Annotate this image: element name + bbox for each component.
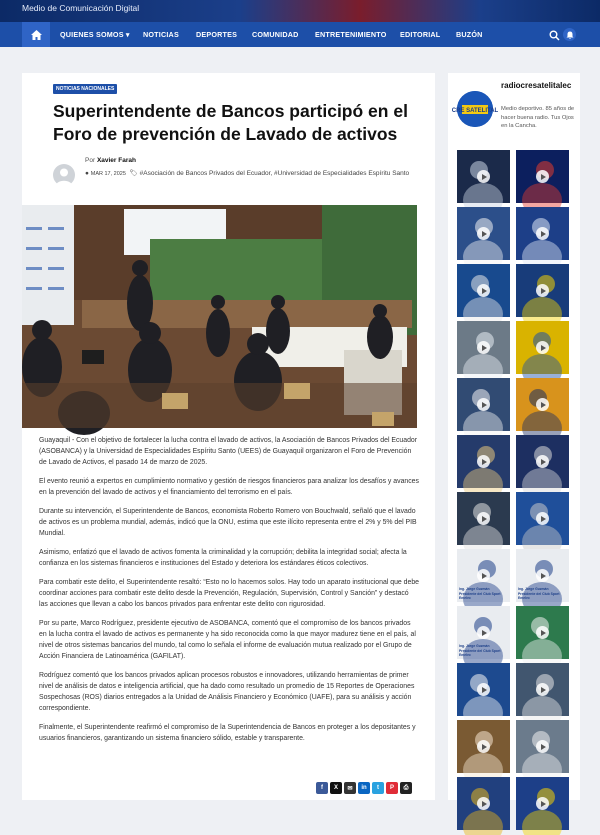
play-icon [536, 683, 549, 696]
article-title: Superintendente de Bancos participó en el Foro de prevención de Lavado de activos [53, 101, 408, 144]
tag-icon: 🏷 [129, 170, 138, 177]
logo-text: CRE SATELITAL [451, 108, 499, 114]
play-icon [477, 455, 490, 468]
post-thumbnail[interactable] [516, 435, 569, 488]
post-thumbnail[interactable] [516, 777, 569, 830]
channel-description: Medio deportivo. 85 años de hacer buena radio. Tus Ojos en la Cancha. [501, 106, 575, 129]
post-thumbnail[interactable] [457, 150, 510, 203]
email-share-button[interactable]: ✉ [344, 782, 356, 794]
nav-comunidad[interactable]: COMUNIDAD [252, 30, 299, 39]
nav-buzon[interactable]: BUZÓN [456, 30, 483, 39]
post-thumbnail[interactable] [457, 435, 510, 488]
post-thumbnail[interactable] [457, 492, 510, 545]
nav-editorial[interactable]: EDITORIAL [400, 30, 441, 39]
play-icon [536, 398, 549, 411]
post-thumbnail[interactable] [457, 264, 510, 317]
author-avatar [53, 164, 75, 186]
post-thumbnail[interactable] [516, 549, 569, 602]
article-photo [22, 205, 417, 428]
thumbnail-caption: Ing. Jorge Guzmán Presidente del Club Sport Emelec [459, 587, 501, 600]
play-icon [477, 227, 490, 240]
x-share-button[interactable]: X [330, 782, 342, 794]
post-grid [457, 150, 571, 830]
play-icon [536, 341, 549, 354]
byline [85, 157, 136, 164]
article-body [39, 435, 419, 752]
facebook-share-button[interactable]: f [316, 782, 328, 794]
play-icon [477, 398, 490, 411]
paragraph: Rodríguez comentó que los bancos privados aplican procesos robustos e innovadores, utilizando herramientas de primer nivel de análisis de datos e inteligencia artificial, que ha dado como resultado un promedio de 15 Reportes de Operaciones Sospechosas (ROS) diarios entregados a la Unidad de Análisis Financiero y Económico (UAFE), para su análisis y acción correspondiente. [39, 672, 415, 712]
play-icon [477, 797, 490, 810]
channel-logo[interactable] [451, 91, 499, 127]
nav-deportes[interactable]: DEPORTES [196, 30, 238, 39]
post-thumbnail[interactable] [516, 150, 569, 203]
paragraph: Finalmente, el Superintendente reafirmó el compromiso de la Superintendencia de Bancos en proteger a los depositantes y usuarios financieros, garantizando un sistema financiero sólido, estable y transparente. [39, 724, 416, 742]
play-icon [477, 683, 490, 696]
notification-bell-button[interactable] [563, 28, 576, 41]
publish-date: MAR 17, 2025 [90, 171, 126, 177]
post-thumbnail[interactable] [516, 321, 569, 374]
play-icon [477, 512, 490, 525]
play-icon [536, 740, 549, 753]
paragraph: Asimismo, enfatizó que el lavado de activos fomenta la criminalidad y la corrupción; debilita la integridad social; afecta la confianza en los sistemas financieros e instituciones del Estado y deteriora los estándares éticos colectivos. [39, 549, 407, 567]
nav-entretenimiento[interactable]: ENTRETENIMIENTO [315, 30, 387, 39]
home-button[interactable] [22, 22, 50, 47]
play-icon [536, 797, 549, 810]
author-link[interactable]: Xavier Farah [96, 157, 136, 164]
channel-name[interactable]: radiocresatelitalec [501, 81, 572, 90]
instagram-sidebar [448, 73, 580, 800]
article-tags[interactable]: #Asociación de Bancos Privados del Ecuador, #Universidad de Especialidades Espíritu Santo [139, 170, 410, 177]
pinterest-share-button[interactable]: P [386, 782, 398, 794]
share-bar [316, 782, 412, 794]
play-icon [536, 569, 549, 582]
post-thumbnail[interactable] [516, 492, 569, 545]
post-thumbnail[interactable] [457, 777, 510, 830]
print-button[interactable]: ⎙ [400, 782, 412, 794]
post-thumbnail[interactable] [457, 720, 510, 773]
linkedin-share-button[interactable]: in [358, 782, 370, 794]
paragraph: Para combatir este delito, el Superintendente resaltó: “Esto no lo hacemos solos. Hay todo un aparato institucional que debe coordinar acciones para combatir este delito desde la Prevención, Regulación, Supervisión, Control y Sanción” y destacó las acciones que llevan a cabo los bancos privados para enfrentar este delito con rigurosidad. [39, 579, 419, 608]
post-thumbnail[interactable] [516, 606, 569, 659]
site-tagline: Medio de Comunicación Digital [22, 3, 140, 13]
clock-icon: ● [85, 170, 89, 177]
play-icon [536, 227, 549, 240]
play-icon [536, 284, 549, 297]
play-icon [477, 170, 490, 183]
paragraph: Durante su intervención, el Superintendente de Bancos, economista Roberto Romero von Bouchwald, señaló que el lavado de activos es un problema mundial, además, indicó que la ONU, estima que este ilícito representa entre el 2% y 5% del PIB Mundial. [39, 508, 417, 537]
post-thumbnail[interactable] [457, 321, 510, 374]
paragraph: Por su parte, Marco Rodríguez, presidente ejecutivo de ASOBANCA, comentó que el compromiso de los bancos privados en la lucha contra el lavado de activos es permanente y ha sido reconocida como la que mayor madurez tiene en el país, al nivel de otros sistemas bancarios del mundo, tal como lo señala el informe de evaluación mutua realizado por el Grupo de Acción Financiera de Latinoamérica (GAFILAT). [39, 620, 416, 660]
post-thumbnail[interactable] [516, 378, 569, 431]
nav-quienes-somos[interactable]: QUIENES SOMOS ▾ [60, 30, 130, 39]
category-badge[interactable]: NOTICIAS NACIONALES [53, 84, 117, 94]
search-icon[interactable] [549, 28, 560, 46]
play-icon [477, 341, 490, 354]
paragraph: El evento reunió a expertos en cumplimiento normativo y gestión de riesgos financieros para analizar los desafíos y avances en la prevención del lavado de activos y el financiamiento del terrorismo en el país. [39, 478, 419, 496]
home-icon [31, 30, 42, 40]
play-icon [477, 626, 490, 639]
play-icon [536, 512, 549, 525]
play-icon [536, 170, 549, 183]
play-icon [477, 740, 490, 753]
thumbnail-caption: Ing. Jorge Guzmán Presidente del Club Sport Emelec [518, 587, 560, 600]
post-thumbnail[interactable] [457, 549, 510, 602]
paragraph: Guayaquil - Con el objetivo de fortalecer la lucha contra el lavado de activos, la Asociación de Bancos Privados del Ecuador (ASOBANCA) y la Universidad de Especialidades Espíritu Santo (UEES) de Guayaquil organizaron el Foro de Prevención de Lavado de Activos, el pasado 14 de marzo de 2025. [39, 437, 418, 466]
play-icon [536, 626, 549, 639]
bell-icon [566, 31, 574, 39]
play-icon [477, 284, 490, 297]
article-meta [85, 168, 425, 180]
article-card [22, 73, 435, 800]
byline-prefix: Por [85, 157, 96, 164]
nav-noticias[interactable]: NOTICIAS [143, 30, 179, 39]
play-icon [477, 569, 490, 582]
post-thumbnail[interactable] [516, 264, 569, 317]
post-thumbnail[interactable] [457, 663, 510, 716]
post-thumbnail[interactable] [516, 663, 569, 716]
thumbnail-caption: Ing. Jorge Guzmán Presidente del Club Sport Emelec [459, 644, 501, 657]
telegram-share-button[interactable]: t [372, 782, 384, 794]
post-thumbnail[interactable] [457, 207, 510, 260]
main-nav [0, 22, 600, 47]
play-icon [536, 455, 549, 468]
post-thumbnail[interactable] [516, 720, 569, 773]
post-thumbnail[interactable] [516, 207, 569, 260]
top-banner [0, 0, 600, 22]
post-thumbnail[interactable] [457, 378, 510, 431]
post-thumbnail[interactable] [457, 606, 510, 659]
